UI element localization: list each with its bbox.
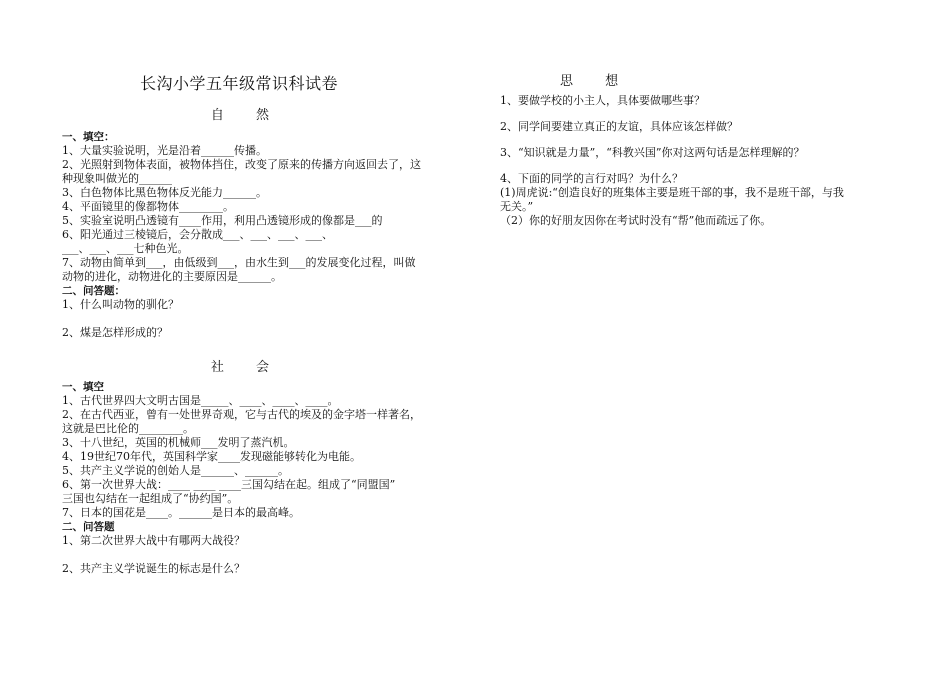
nature-line: 7、动物由简单到___，由低级到___，由水生到___的发展变化过程，叫做 (62, 256, 416, 269)
nature-line: 1、大量实验说明，光是沿着______传播。 (62, 144, 267, 157)
nature-line: ___、___、___七种色光。 (62, 242, 189, 255)
section-heading-nature: 自 然 (210, 108, 284, 123)
right-column (500, 72, 900, 228)
society-line: 三国也勾结在一起组成了“协约国”。 (62, 492, 239, 505)
society-question: 2、共产主义学说诞生的标志是什么？ (62, 562, 245, 575)
section-heading-society: 社 会 (210, 360, 284, 375)
society-line: 4、19世纪70年代，英国科学家____发现磁能够转化为电能。 (62, 450, 361, 463)
thought-question: 4、下面的同学的言行对吗？为什么？ (500, 172, 683, 185)
thought-question: 2、同学间要建立真正的友谊，具体应该怎样做？ (500, 120, 738, 133)
nature-part2-heading: 二、问答题： (62, 285, 125, 297)
nature-line: 2、光照射到物体表面，被物体挡住，改变了原来的传播方向返回去了，这 (62, 158, 421, 171)
left-column (62, 72, 462, 576)
thought-sub-item: （2）你的好朋友因你在考试时没有“帮”他而疏远了你。 (500, 214, 772, 227)
society-line: 这就是巴比伦的________。 (62, 422, 194, 435)
nature-line: 4、平面镜里的像都物体________。 (62, 200, 234, 213)
section-heading-thought: 思 想 (560, 74, 633, 89)
society-part1-heading: 一、填空 (62, 381, 104, 393)
nature-line: 3、白色物体比黑色物体反光能力______。 (62, 186, 267, 199)
society-line: 6、第一次世界大战：____ ____ ____三国勾结在起。组成了“同盟国” (62, 478, 396, 491)
society-question: 1、第二次世界大战中有哪两大战役？ (62, 534, 245, 547)
society-line: 1、古代世界四大文明古国是_____、____、____、____。 (62, 394, 339, 407)
thought-question: 1、要做学校的小主人，具体要做哪些事？ (500, 94, 705, 107)
nature-part1-heading: 一、填空： (62, 131, 115, 143)
thought-sub-item: 无关。” (500, 200, 534, 213)
thought-sub-item: (1)周虎说:“创造良好的班集体主要是班干部的事，我不是班干部，与我 (500, 186, 844, 199)
society-line: 2、在古代西亚，曾有一处世界奇观，它与古代的埃及的金字塔一样著名， (62, 408, 421, 421)
society-line: 3、十八世纪，英国的机械师___发明了蒸汽机。 (62, 436, 295, 449)
society-part2-heading: 二、问答题 (62, 521, 115, 533)
nature-line: 动物的进化，动物进化的主要原因是______。 (62, 270, 282, 283)
society-line: 7、日本的国花是____。______是日本的最高峰。 (62, 506, 300, 519)
nature-line: 6、阳光通过三棱镜后，会分散成___、___、___、___、 (62, 228, 333, 241)
nature-question: 1、什么叫动物的驯化？ (62, 298, 179, 311)
page-title: 长沟小学五年级常识科试卷 (140, 74, 339, 93)
nature-question: 2、煤是怎样形成的？ (62, 326, 168, 339)
nature-line: 种现象叫做光的______ (62, 172, 172, 185)
thought-question: 3、“知识就是力量”，“科教兴国”你对这两句话是怎样理解的？ (500, 146, 805, 159)
nature-line: 5、实验室说明凸透镜有____作用，利用凸透镜形成的像都是___的 (62, 214, 383, 227)
society-line: 5、共产主义学说的创始人是______、______。 (62, 464, 289, 477)
